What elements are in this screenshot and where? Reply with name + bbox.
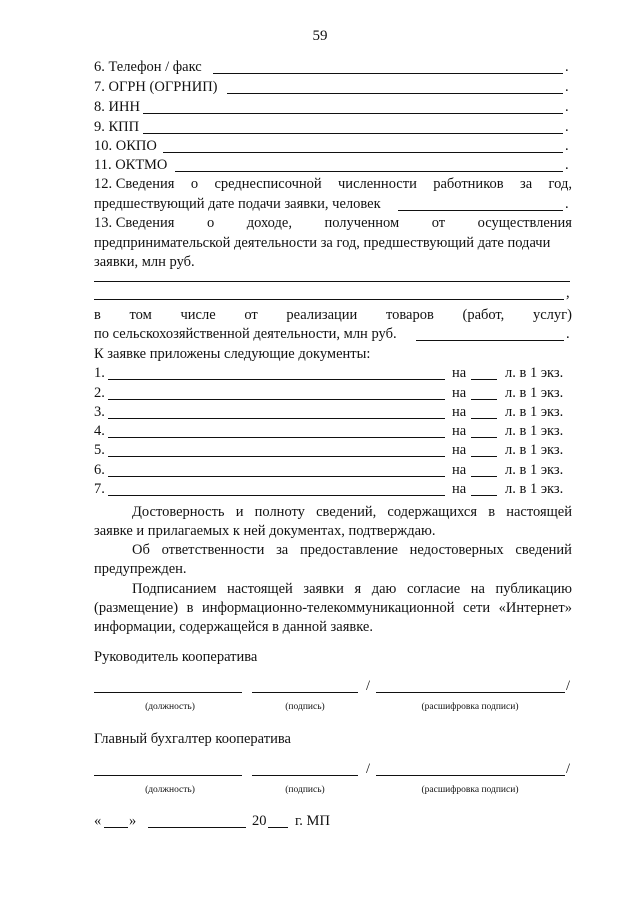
doc-name-line[interactable] bbox=[108, 495, 445, 496]
field-end-dot: . bbox=[565, 196, 569, 212]
para-responsibility-line2: предупрежден. bbox=[94, 561, 187, 577]
date-open-quote: « bbox=[94, 813, 102, 829]
field-line-inn[interactable] bbox=[143, 113, 563, 114]
field-end-dot: . bbox=[565, 138, 569, 154]
item13-answer-line-1[interactable] bbox=[94, 281, 570, 282]
doc-number: 6. bbox=[94, 462, 105, 478]
doc-name-line[interactable] bbox=[108, 418, 445, 419]
decoding-caption: (расшифровка подписи) bbox=[421, 785, 519, 795]
item13-incl-line1: в том числе от реализации товаров (работ, услуг) bbox=[94, 307, 572, 323]
field-end-dot: . bbox=[565, 157, 569, 173]
para-accuracy-line1: Достоверность и полноту сведений, содержащихся в настоящей bbox=[132, 504, 572, 520]
doc-sheets-label: л. в 1 экз. bbox=[505, 365, 564, 381]
doc-sheets-label: л. в 1 экз. bbox=[505, 404, 564, 420]
doc-name-line[interactable] bbox=[108, 437, 445, 438]
field-label-okpo: 10. ОКПО bbox=[94, 138, 157, 154]
decoding-line[interactable] bbox=[376, 692, 565, 693]
field-end-dot: . bbox=[565, 79, 569, 95]
para-consent-line1: Подписанием настоящей заявки я даю согласие на публикацию bbox=[132, 581, 572, 597]
signature-line[interactable] bbox=[252, 692, 358, 693]
doc-na-label: на bbox=[452, 481, 467, 497]
para-consent-line3: информации, содержащейся в данной заявке. bbox=[94, 619, 373, 635]
field-end-dot: . bbox=[565, 99, 569, 115]
field-label-inn: 8. ИНН bbox=[94, 99, 140, 115]
signature-title-head: Руководитель кооператива bbox=[94, 649, 258, 665]
doc-sheets-line[interactable] bbox=[471, 476, 497, 477]
field-end-dot: . bbox=[566, 326, 570, 342]
date-suffix-stamp: г. МП bbox=[295, 813, 330, 829]
item13-line3: заявки, млн руб. bbox=[94, 254, 195, 270]
doc-number: 2. bbox=[94, 385, 105, 401]
doc-number: 5. bbox=[94, 442, 105, 458]
field-label-oktmo: 11. ОКТМО bbox=[94, 157, 168, 173]
doc-sheets-label: л. в 1 экз. bbox=[505, 462, 564, 478]
signature-title-accountant: Главный бухгалтер кооператива bbox=[94, 731, 291, 747]
slash-separator: / bbox=[366, 761, 371, 777]
item13-line2: предпринимательской деятельности за год, предшествующий дате подачи bbox=[94, 235, 551, 251]
position-line[interactable] bbox=[94, 692, 242, 693]
doc-sheets-line[interactable] bbox=[471, 379, 497, 380]
date-month-line[interactable] bbox=[148, 827, 246, 828]
doc-sheets-line[interactable] bbox=[471, 456, 497, 457]
slash-separator: / bbox=[366, 678, 371, 694]
slash-separator: / bbox=[566, 761, 571, 777]
doc-sheets-label: л. в 1 экз. bbox=[505, 385, 564, 401]
doc-na-label: на bbox=[452, 365, 467, 381]
field-line-okpo[interactable] bbox=[163, 152, 563, 153]
doc-number: 7. bbox=[94, 481, 105, 497]
signature-caption: (подпись) bbox=[285, 785, 325, 795]
field-label-ogrn: 7. ОГРН (ОГРНИП) bbox=[94, 79, 218, 95]
doc-name-line[interactable] bbox=[108, 399, 445, 400]
doc-sheets-line[interactable] bbox=[471, 437, 497, 438]
field-label-phone: 6. Телефон / факс bbox=[94, 59, 202, 75]
doc-sheets-line[interactable] bbox=[471, 399, 497, 400]
field-end-dot: . bbox=[565, 119, 569, 135]
date-day-line[interactable] bbox=[104, 827, 128, 828]
field-end-comma: , bbox=[566, 285, 570, 301]
doc-sheets-label: л. в 1 экз. bbox=[505, 442, 564, 458]
doc-name-line[interactable] bbox=[108, 456, 445, 457]
field-label-kpp: 9. КПП bbox=[94, 119, 140, 135]
para-consent-line2: (размещение) в информационно-телекоммуникационной сети «Интернет» bbox=[94, 600, 572, 616]
doc-na-label: на bbox=[452, 423, 467, 439]
doc-sheets-line[interactable] bbox=[471, 495, 497, 496]
doc-sheets-label: л. в 1 экз. bbox=[505, 423, 564, 439]
decoding-caption: (расшифровка подписи) bbox=[421, 702, 519, 712]
signature-line[interactable] bbox=[252, 775, 358, 776]
page-number: 59 bbox=[312, 28, 328, 44]
field-line-phone[interactable] bbox=[213, 73, 563, 74]
field-line-ogrn[interactable] bbox=[227, 93, 563, 94]
field-end-dot: . bbox=[565, 59, 569, 75]
date-year-prefix: 20 bbox=[252, 813, 267, 829]
doc-number: 3. bbox=[94, 404, 105, 420]
item13-answer-line-2[interactable] bbox=[94, 299, 564, 300]
doc-number: 4. bbox=[94, 423, 105, 439]
item13-line1: 13. Сведения о доходе, полученном от осуществления bbox=[94, 215, 572, 231]
item13-incl-answer-line[interactable] bbox=[416, 340, 564, 341]
date-close-quote: » bbox=[129, 813, 137, 829]
para-responsibility-line1: Об ответственности за предоставление недостоверных сведений bbox=[132, 542, 572, 558]
doc-name-line[interactable] bbox=[108, 476, 445, 477]
doc-sheets-line[interactable] bbox=[471, 418, 497, 419]
doc-na-label: на bbox=[452, 404, 467, 420]
item12-answer-line[interactable] bbox=[398, 210, 563, 211]
doc-na-label: на bbox=[452, 385, 467, 401]
para-accuracy-line2: заявке и прилагаемых к ней документах, подтверждаю. bbox=[94, 523, 436, 539]
field-line-kpp[interactable] bbox=[143, 133, 563, 134]
position-caption: (должность) bbox=[145, 785, 195, 795]
position-caption: (должность) bbox=[145, 702, 195, 712]
item13-incl-line2: по сельскохозяйственной деятельности, млн руб. bbox=[94, 326, 397, 342]
doc-sheets-label: л. в 1 экз. bbox=[505, 481, 564, 497]
doc-na-label: на bbox=[452, 462, 467, 478]
doc-number: 1. bbox=[94, 365, 105, 381]
attached-heading: К заявке приложены следующие документы: bbox=[94, 346, 371, 362]
doc-name-line[interactable] bbox=[108, 379, 445, 380]
item12-line1: 12. Сведения о среднесписочной численности работников за год, bbox=[94, 176, 572, 192]
date-year-line[interactable] bbox=[268, 827, 288, 828]
signature-caption: (подпись) bbox=[285, 702, 325, 712]
item12-line2: предшествующий дате подачи заявки, человек bbox=[94, 196, 381, 212]
position-line[interactable] bbox=[94, 775, 242, 776]
decoding-line[interactable] bbox=[376, 775, 565, 776]
slash-separator: / bbox=[566, 678, 571, 694]
doc-na-label: на bbox=[452, 442, 467, 458]
field-line-oktmo[interactable] bbox=[175, 171, 563, 172]
